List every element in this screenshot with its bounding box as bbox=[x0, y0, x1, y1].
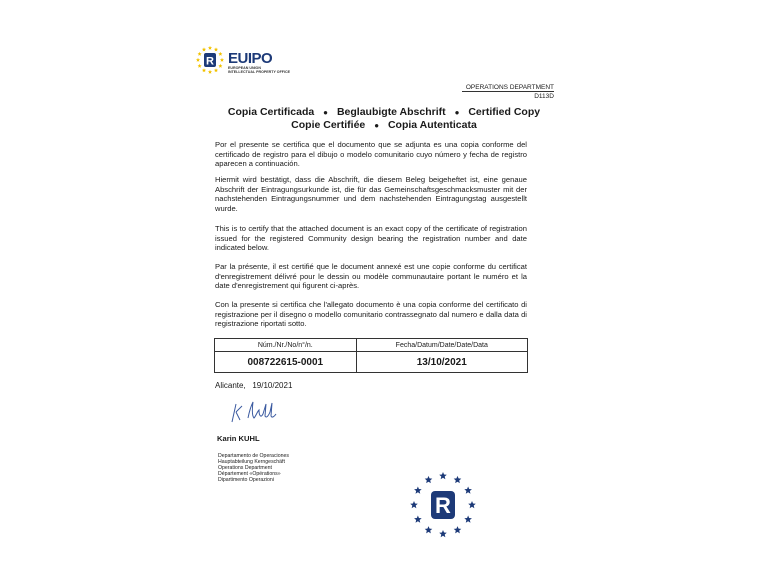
logo-star-icon bbox=[214, 68, 218, 72]
logo-star-icon bbox=[196, 58, 200, 62]
department-name-it: Dipartimento Operazioni bbox=[218, 477, 274, 483]
document-title bbox=[214, 106, 554, 132]
logo-wordmark: EUIPO bbox=[228, 50, 273, 67]
logo-star-icon bbox=[202, 68, 206, 72]
logo-line-1: EUROPEAN UNION bbox=[228, 66, 261, 70]
logo-star-icon bbox=[208, 46, 212, 50]
logo-line-2: INTELLECTUAL PROPERTY OFFICE bbox=[228, 70, 290, 74]
title-separator: ● bbox=[374, 121, 380, 130]
title-de: Beglaubigte Abschrift bbox=[336, 106, 446, 118]
department-name-en: Operations Department bbox=[218, 465, 272, 471]
title-it: Copia Autenticata bbox=[387, 119, 477, 131]
svg-text:R: R bbox=[435, 493, 451, 518]
logo-star-icon bbox=[218, 64, 222, 68]
svg-text:R: R bbox=[206, 55, 214, 68]
emblem-star-icon bbox=[425, 476, 433, 483]
signer-name: Karin KUHL bbox=[217, 434, 260, 443]
document-code: D113D bbox=[534, 93, 554, 100]
title-fr: Copie Certifiée bbox=[291, 119, 366, 131]
date-header: Fecha/Datum/Date/Date/Data bbox=[356, 339, 527, 352]
emblem-star-icon bbox=[425, 526, 433, 533]
emblem-star-icon bbox=[464, 487, 472, 494]
department-label: OPERATIONS DEPARTMENT bbox=[465, 84, 554, 91]
logo-star-icon bbox=[218, 52, 222, 56]
handwritten-signature bbox=[226, 398, 286, 428]
department-name-es: Departamento de Operaciones bbox=[218, 453, 289, 459]
paragraph-fr: Par la présente, il est certifié que le document annexé est une copie conforme du certificat d'enregistrement délivré pour le dessin ou modèle communautaire portant le numéro et la date d'enregistrement qui figurent ci-après. bbox=[215, 262, 527, 291]
title-line-2 bbox=[214, 119, 554, 132]
title-en: Certified Copy bbox=[468, 106, 541, 118]
euipo-logo bbox=[196, 46, 316, 78]
logo-star-icon bbox=[214, 47, 218, 51]
department-name-de: Hauptabteilung Kerngeschäft bbox=[218, 459, 285, 465]
emblem-star-icon bbox=[410, 501, 418, 508]
emblem-star-icon bbox=[468, 501, 476, 508]
registration-date: 13/10/2021 bbox=[356, 352, 527, 373]
title-separator: ● bbox=[454, 108, 460, 117]
title-separator: ● bbox=[323, 108, 329, 117]
logo-star-icon bbox=[202, 47, 206, 51]
paragraph-it: Con la presente si certifica che l'allegato documento è una copia conforme del certificato di registrazione per il disegno o modello comunitario contrassegnato dal numero e dalla data di registrazione riportati sotto. bbox=[215, 300, 527, 329]
registration-number: 008722615-0001 bbox=[215, 352, 357, 373]
table-value-row bbox=[215, 352, 528, 373]
emblem-star-icon bbox=[454, 476, 462, 483]
logo-star-icon bbox=[198, 64, 202, 68]
logo-star-icon bbox=[208, 70, 212, 74]
logo-star-icon bbox=[220, 58, 224, 62]
department-name-fr: Département «Opérations» bbox=[218, 471, 281, 477]
registration-table bbox=[214, 338, 528, 373]
paragraph-de: Hiermit wird bestätigt, dass die Abschrift, die diesem Beleg beigeheftet ist, eine genaue Abschrift der Eintragungsurkunde ist, die für das Gemeinschaftsgeschmacksmuster mit der nachstehenden Eintragungsnummer und dem nachstehenden Eintragungstag ausgestellt wurde. bbox=[215, 175, 527, 213]
table-header-row bbox=[215, 339, 528, 352]
emblem-star-icon bbox=[414, 487, 422, 494]
place-and-date: Alicante, 19/10/2021 bbox=[215, 381, 293, 390]
emblem-star-icon bbox=[414, 516, 422, 523]
euipo-emblem-icon bbox=[196, 46, 224, 74]
title-es: Copia Certificada bbox=[227, 106, 315, 118]
euipo-seal-icon bbox=[409, 471, 477, 539]
paragraph-en: This is to certify that the attached document is an exact copy of the certificate of registration issued for the registered Community design bearing the registration number and date indicated below. bbox=[215, 224, 527, 253]
emblem-star-icon bbox=[439, 530, 447, 537]
paragraph-es: Por el presente se certifica que el documento que se adjunta es una copia conforme del certificado de registro para el dibujo o modelo comunitario cuyo número y fecha de registro aparecen a continuación. bbox=[215, 140, 527, 169]
department-names bbox=[218, 453, 289, 483]
header-divider bbox=[462, 91, 554, 92]
emblem-star-icon bbox=[464, 516, 472, 523]
title-line-1 bbox=[214, 106, 554, 119]
logo-star-icon bbox=[198, 52, 202, 56]
emblem-star-icon bbox=[454, 526, 462, 533]
number-header: Núm./Nr./No/n°/n. bbox=[215, 339, 357, 352]
emblem-star-icon bbox=[439, 472, 447, 479]
